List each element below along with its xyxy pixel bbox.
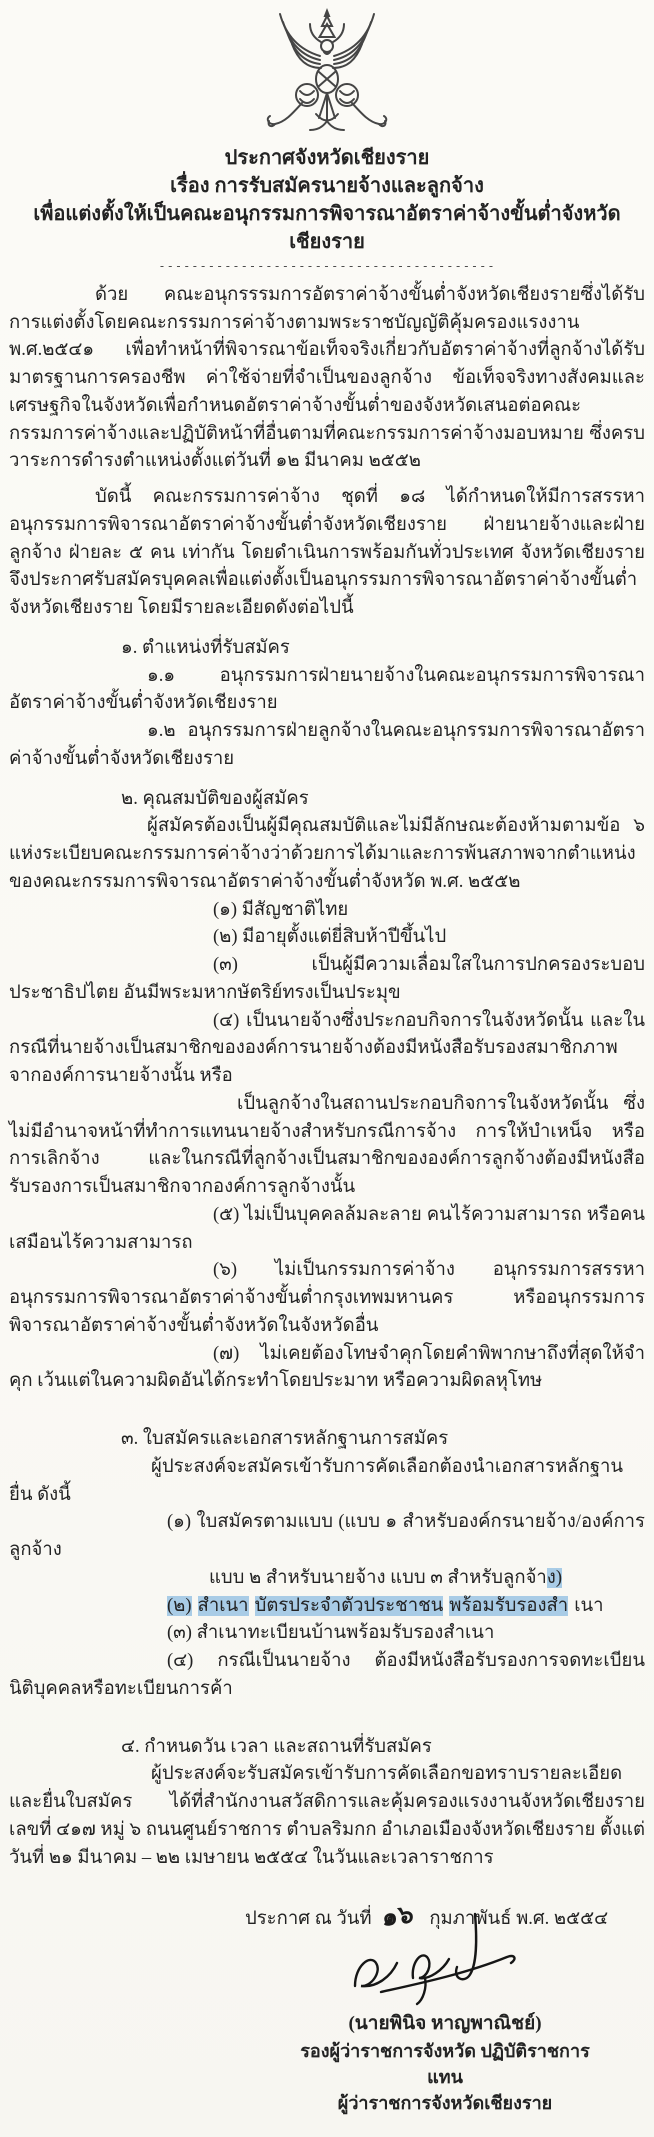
handwritten-signature xyxy=(325,1908,565,2018)
section2-item-4: (๔) เป็นนายจ้างซึ่งประกอบกิจการในจังหวัดนั้น และในกรณีที่นายจ้างเป็นสมาชิกขององค์การนายจ้างต้องมีหนังสือรับรองสมาชิกภาพจากองค์การนายจ้างนั้น หรือ xyxy=(9,1010,645,1086)
highlighted-word-copy: สำเนา xyxy=(197,1595,249,1616)
date-prefix: ประกาศ ณ วันที่ xyxy=(245,1909,372,1930)
section2-item-5: (๕) ไม่เป็นบุคคลล้มละลาย คนไร้ความสามารถ หรือคนเสมือนไร้ความสามารถ xyxy=(9,1204,645,1253)
section3-heading: ๓. ใบสมัครและเอกสารหลักฐานการสมัคร xyxy=(121,1429,449,1449)
section3-intro: ผู้ประสงค์จะสมัครเข้ารับการคัดเลือกต้องนำเอกสารหลักฐานยื่น ดังนี้ xyxy=(9,1456,624,1505)
highlighted-certify-text: พร้อมรับรองสำ xyxy=(449,1595,569,1616)
dashed-divider: ----------------------------------------- xyxy=(158,258,496,273)
signer-title-line2: ผู้ว่าราชการจังหวัดเชียงราย xyxy=(337,2093,553,2114)
section2-item-1: (๑) มีสัญชาติไทย xyxy=(213,899,349,920)
signature-block xyxy=(295,1908,595,2117)
handwritten-day-number: ๑๖ xyxy=(381,1901,414,1933)
section4-intro: ผู้ประสงค์จะรับสมัครเข้ารับการคัดเลือกขอทราบรายละเอียดและยื่นใบสมัคร ได้ที่สำนักงานสวัสดิการและคุ้มครองแรงงานจังหวัดเชียงราย เลขที่ ๔๑๗ หมู่ ๖ ถนนศูนย์ราชการ ตำบลริมกก อำเภอเมืองจังหวัดเชียงราย ตั้งแต่วันที่ ๒๑ มีนาคม – ๒๒ เมษายน ๒๕๕๔ ในวันและเวลาราชการ xyxy=(9,1764,645,1868)
form-types-text: แบบ ๒ สำหรับนายจ้าง แบบ ๓ สำหรับลูกจ้า xyxy=(209,1567,547,1588)
paragraph-preamble-1: ด้วย คณะอนุกรรรมการอัตราค่าจ้างขั้นต่ำจังหวัดเชียงรายซึ่งได้รับการแต่งตั้งโดยคณะกรรมการค่าจ้างตามพระราชบัญญัติคุ้มครองแรงงาน พ.ศ.๒๕๔๑ เพื่อทำหน้าที่พิจารณาข้อเท็จจริงเกี่ยวกับอัตราค่าจ้างที่ลูกจ้างได้รับ มาตรฐานการครองชีพ ค่าใช้จ่ายที่จำเป็นของลูกจ้าง ข้อเท็จจริงทางสังคมและเศรษฐกิจในจังหวัดเพื่อกำหนดอัตราค่าจ้างขั้นต่ำของจังหวัดเสนอต่อคณะกรรมการค่าจ้างและปฏิบัติหน้าที่อื่นตามที่คณะกรรมการค่าจ้างมอบหมาย ซึ่งครบวาระการดำรงตำแหน่งตั้งแต่วันที่ ๑๒ มีนาคม ๒๕๕๒ xyxy=(9,284,645,472)
section3-item-1: (๑) ใบสมัครตามแบบ (แบบ ๑ สำหรับองค์กรนายจ้าง/องค์การลูกจ้าง xyxy=(9,1512,645,1560)
section2-heading: ๒. คุณสมบัติของผู้สมัคร xyxy=(121,788,309,809)
section2-item-6: (๖) ไม่เป็นกรรมการค่าจ้าง อนุกรรมการสรรหา อนุกรรมการพิจารณาอัตราค่าจ้างขั้นต่ำกรุงเทพมหานคร หรืออนุกรรมการพิจารณาอัตราค่าจ้างขั้นต่ำจังหวัดในจังหวัดอื่น xyxy=(9,1260,645,1336)
section2-item-2: (๒) มีอายุตั้งแต่ยี่สิบห้าปีขึ้นไป xyxy=(213,927,447,948)
section3-item-1-continued xyxy=(9,1565,645,1593)
highlighted-id-card-text: บัตรประจำตัวประชาชน xyxy=(254,1595,444,1616)
section3-item-4: (๔) กรณีเป็นนายจ้าง ต้องมีหนังสือรับรองการจดทะเบียนนิติบุคคลหรือทะเบียนการค้า xyxy=(9,1651,645,1699)
garuda-emblem-icon xyxy=(252,6,402,134)
section1-item-1-1: ๑.๑ อนุกรรมการฝ่ายนายจ้างในคณะอนุกรรมการพิจารณาอัตราค่าจ้างขั้นต่ำจังหวัดเชียงราย xyxy=(9,665,645,714)
doc-title-line2: เรื่อง การรับสมัครนายจ้างและลูกจ้าง xyxy=(170,174,484,197)
section1-item-1-2: ๑.๒ อนุกรรมการฝ่ายลูกจ้างในคณะอนุกรรมการพิจารณาอัตราค่าจ้างขั้นต่ำจังหวัดเชียงราย xyxy=(9,721,645,769)
section2-intro: ผู้สมัครต้องเป็นผู้มีคุณสมบัติและไม่มีลักษณะต้องห้ามตามข้อ ๖ แห่งระเบียบคณะกรรมการค่าจ้างว่าด้วยการได้มาและการพ้นสภาพจากตำแหน่งของคณะกรรมการพิจารณาอัตราค่าจ้างขั้นต่ำจังหวัด พ.ศ. ๒๕๕๒ xyxy=(9,816,645,892)
doc-title-line3: เพื่อแต่งตั้งให้เป็นคณะอนุกรรมการพิจารณาอัตราค่าจ้างขั้นต่ำจังหวัดเชียงราย xyxy=(33,202,621,253)
highlighted-item-number: (๒) xyxy=(167,1595,192,1616)
highlighted-text-fragment: ง) xyxy=(546,1567,562,1588)
section3-item-3: (๓) สำเนาทะเบียนบ้านพร้อมรับรองสำเนา xyxy=(167,1623,495,1644)
emblem-wrap xyxy=(9,6,645,144)
section3-item-2-highlighted xyxy=(9,1593,645,1621)
section1-heading: ๑. ตำแหน่งที่รับสมัคร xyxy=(121,637,290,658)
section2-item-7: (๗) ไม่เคยต้องโทษจำคุกโดยคำพิพากษาถึงที่สุดให้จำคุก เว้นแต่ในความผิดอันได้กระทำโดยประมาท หรือความผิดลหุโทษ xyxy=(9,1343,645,1392)
signer-title-line1: รองผู้ว่าราชการจังหวัด ปฏิบัติราชการแทน xyxy=(300,2041,590,2088)
section2-item-4-continued: เป็นลูกจ้างในสถานประกอบกิจการในจังหวัดนั้น ซึ่งไม่มีอำนาจหน้าที่ทำการแทนนายจ้างสำหรับกรณีการจ้าง การให้บำเหน็จ หรือการเลิกจ้าง และในกรณีที่ลูกจ้างเป็นสมาชิกขององค์การลูกจ้างต้องมีหนังสือรับรองการเป็นสมาชิกจากองค์การลูกจ้างนั้น xyxy=(9,1093,645,1197)
paragraph-preamble-2: บัดนี้ คณะกรรมการค่าจ้าง ชุดที่ ๑๘ ได้กำหนดให้มีการสรรหาอนุกรรมการพิจารณาอัตราค่าจ้างขั้นต่ำจังหวัดเชียงราย ฝ่ายนายจ้างและฝ่ายลูกจ้าง ฝ่ายละ ๕ คน เท่ากัน โดยดำเนินการพร้อมกันทั่วประเทศ จังหวัดเชียงรายจึงประกาศรับสมัครบุคคลเพื่อแต่งตั้งเป็นอนุกรรมการพิจารณาอัตราค่าจ้างขั้นต่ำจังหวัดเชียงราย โดยมีรายละเอียดดังต่อไปนี้ xyxy=(9,487,645,618)
doc-title-line1: ประกาศจังหวัดเชียงราย xyxy=(224,146,430,169)
section4-heading: ๔. กำหนดวัน เวลา และสถานที่รับสมัคร xyxy=(121,1736,432,1757)
date-suffix: กุมภาพันธ์ พ.ศ. ๒๕๕๔ xyxy=(429,1909,609,1930)
section2-item-3: (๓) เป็นผู้มีความเลื่อมใสในการปกครองระบอบประชาธิปไตย อันมีพระมหากษัตริย์ทรงเป็นประมุข xyxy=(9,955,645,1003)
plain-text-tail: เนา xyxy=(574,1595,604,1616)
signer-name: (นายพินิจ หาญพาณิชย์) xyxy=(348,2012,542,2034)
